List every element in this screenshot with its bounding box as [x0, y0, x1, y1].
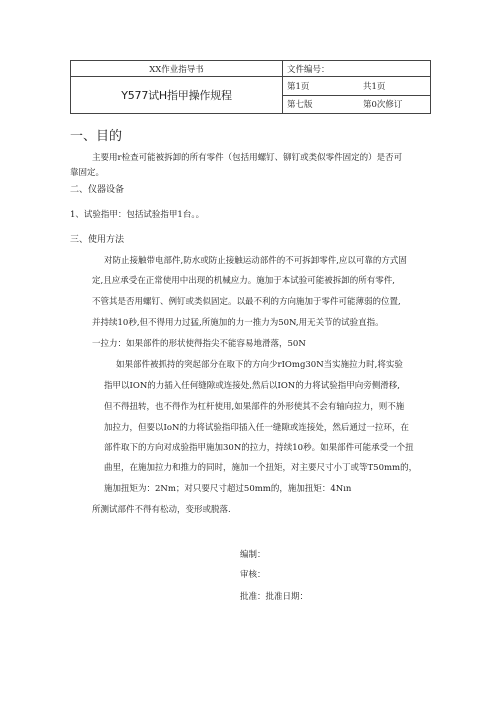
page-info-cell [283, 77, 431, 96]
procedure-line: 但不得扭转，也不得作为杠杆使用,如果部件的外形使其不会有轴向拉力，则不施 [104, 402, 405, 412]
section-2-heading: 二、仪器设备 [70, 185, 125, 195]
procedure-line: 指甲以ION的力插入任何缝隙或连接处,然后以ION的力将试验指甲向旁侧滑移, [104, 381, 400, 391]
procedure-line: 曲里，在施加拉力和推力的同时，施加一个扭矩，对主要尺寸小丁或等T50mm的， [104, 463, 418, 473]
version-info-cell [283, 95, 431, 114]
section-1-line-2: 靠固定。 [70, 168, 105, 178]
doc-title: Y577试H指甲操作规程 [71, 77, 283, 114]
pull-force-line: 一拉力：如果部件的形状使得指尖不能容易地滑落，50N [92, 339, 306, 349]
method-line: 不管其是否用螺钉、例钉或类似固定。以最不利的方向施加于零件可能薄弱的位置, [92, 297, 401, 307]
page-number: 第1页 [287, 81, 310, 92]
method-line: 对防止接触带电部件,防水或防止接触运动部件的不可拆卸零件,应以可靠的方式固 [104, 256, 407, 266]
revision: 第0次修订 [363, 100, 403, 111]
edited-by-label: 编制： [240, 550, 266, 560]
procedure-line: 加拉力，但要以IoN的力将试验指印插入任一缝隙或连接处，然后通过一拉环，在 [104, 423, 409, 433]
section-3-heading: 三、使用方法 [70, 235, 125, 245]
doc-number-cell: 文件编号： [283, 61, 431, 77]
reviewed-by-label: 审核： [240, 570, 266, 580]
method-line: 定,且应承受在正常使用中出现的机械应力。施加于本试验可能被拆卸的所有零件, [92, 276, 395, 286]
procedure-line: 部件取下的方向对成验指甲施加30N的拉力，持续10秒。如果部件可能承受一个扭 [104, 443, 414, 453]
procedure-line: 施加扭矩为：2Nm；对只要尺寸超过50mm的，施加扭矩：4Nın [104, 484, 352, 494]
edition: 第七版 [287, 100, 313, 111]
section-1-line-1: 主要用r检查可能被拆卸的所有零件（包括用螺钉、铆钉或类似零件固定的）是否可 [92, 153, 403, 163]
equipment-item: 1、试验指甲：包括试验指甲1台。。 [70, 210, 205, 220]
method-line: 并持续10秒,但不得用力过猛,所施加的力一推力为50N,用无关节的试验直指。 [92, 318, 384, 328]
approved-by-label: 批准：批准日期： [240, 592, 309, 602]
closing-line: 所测试部件不得有松动，变形或脱落. [92, 505, 231, 515]
document-header-table [70, 60, 431, 114]
page-total: 共1页 [363, 81, 386, 92]
doc-type-cell: XX作业指导书 [71, 61, 283, 77]
section-1-heading: 一、目的 [70, 129, 123, 144]
procedure-line: 如果部件被抓持的突起部分在取下的方向少rIOmg30N当实施拉力时,将实验 [116, 360, 403, 370]
